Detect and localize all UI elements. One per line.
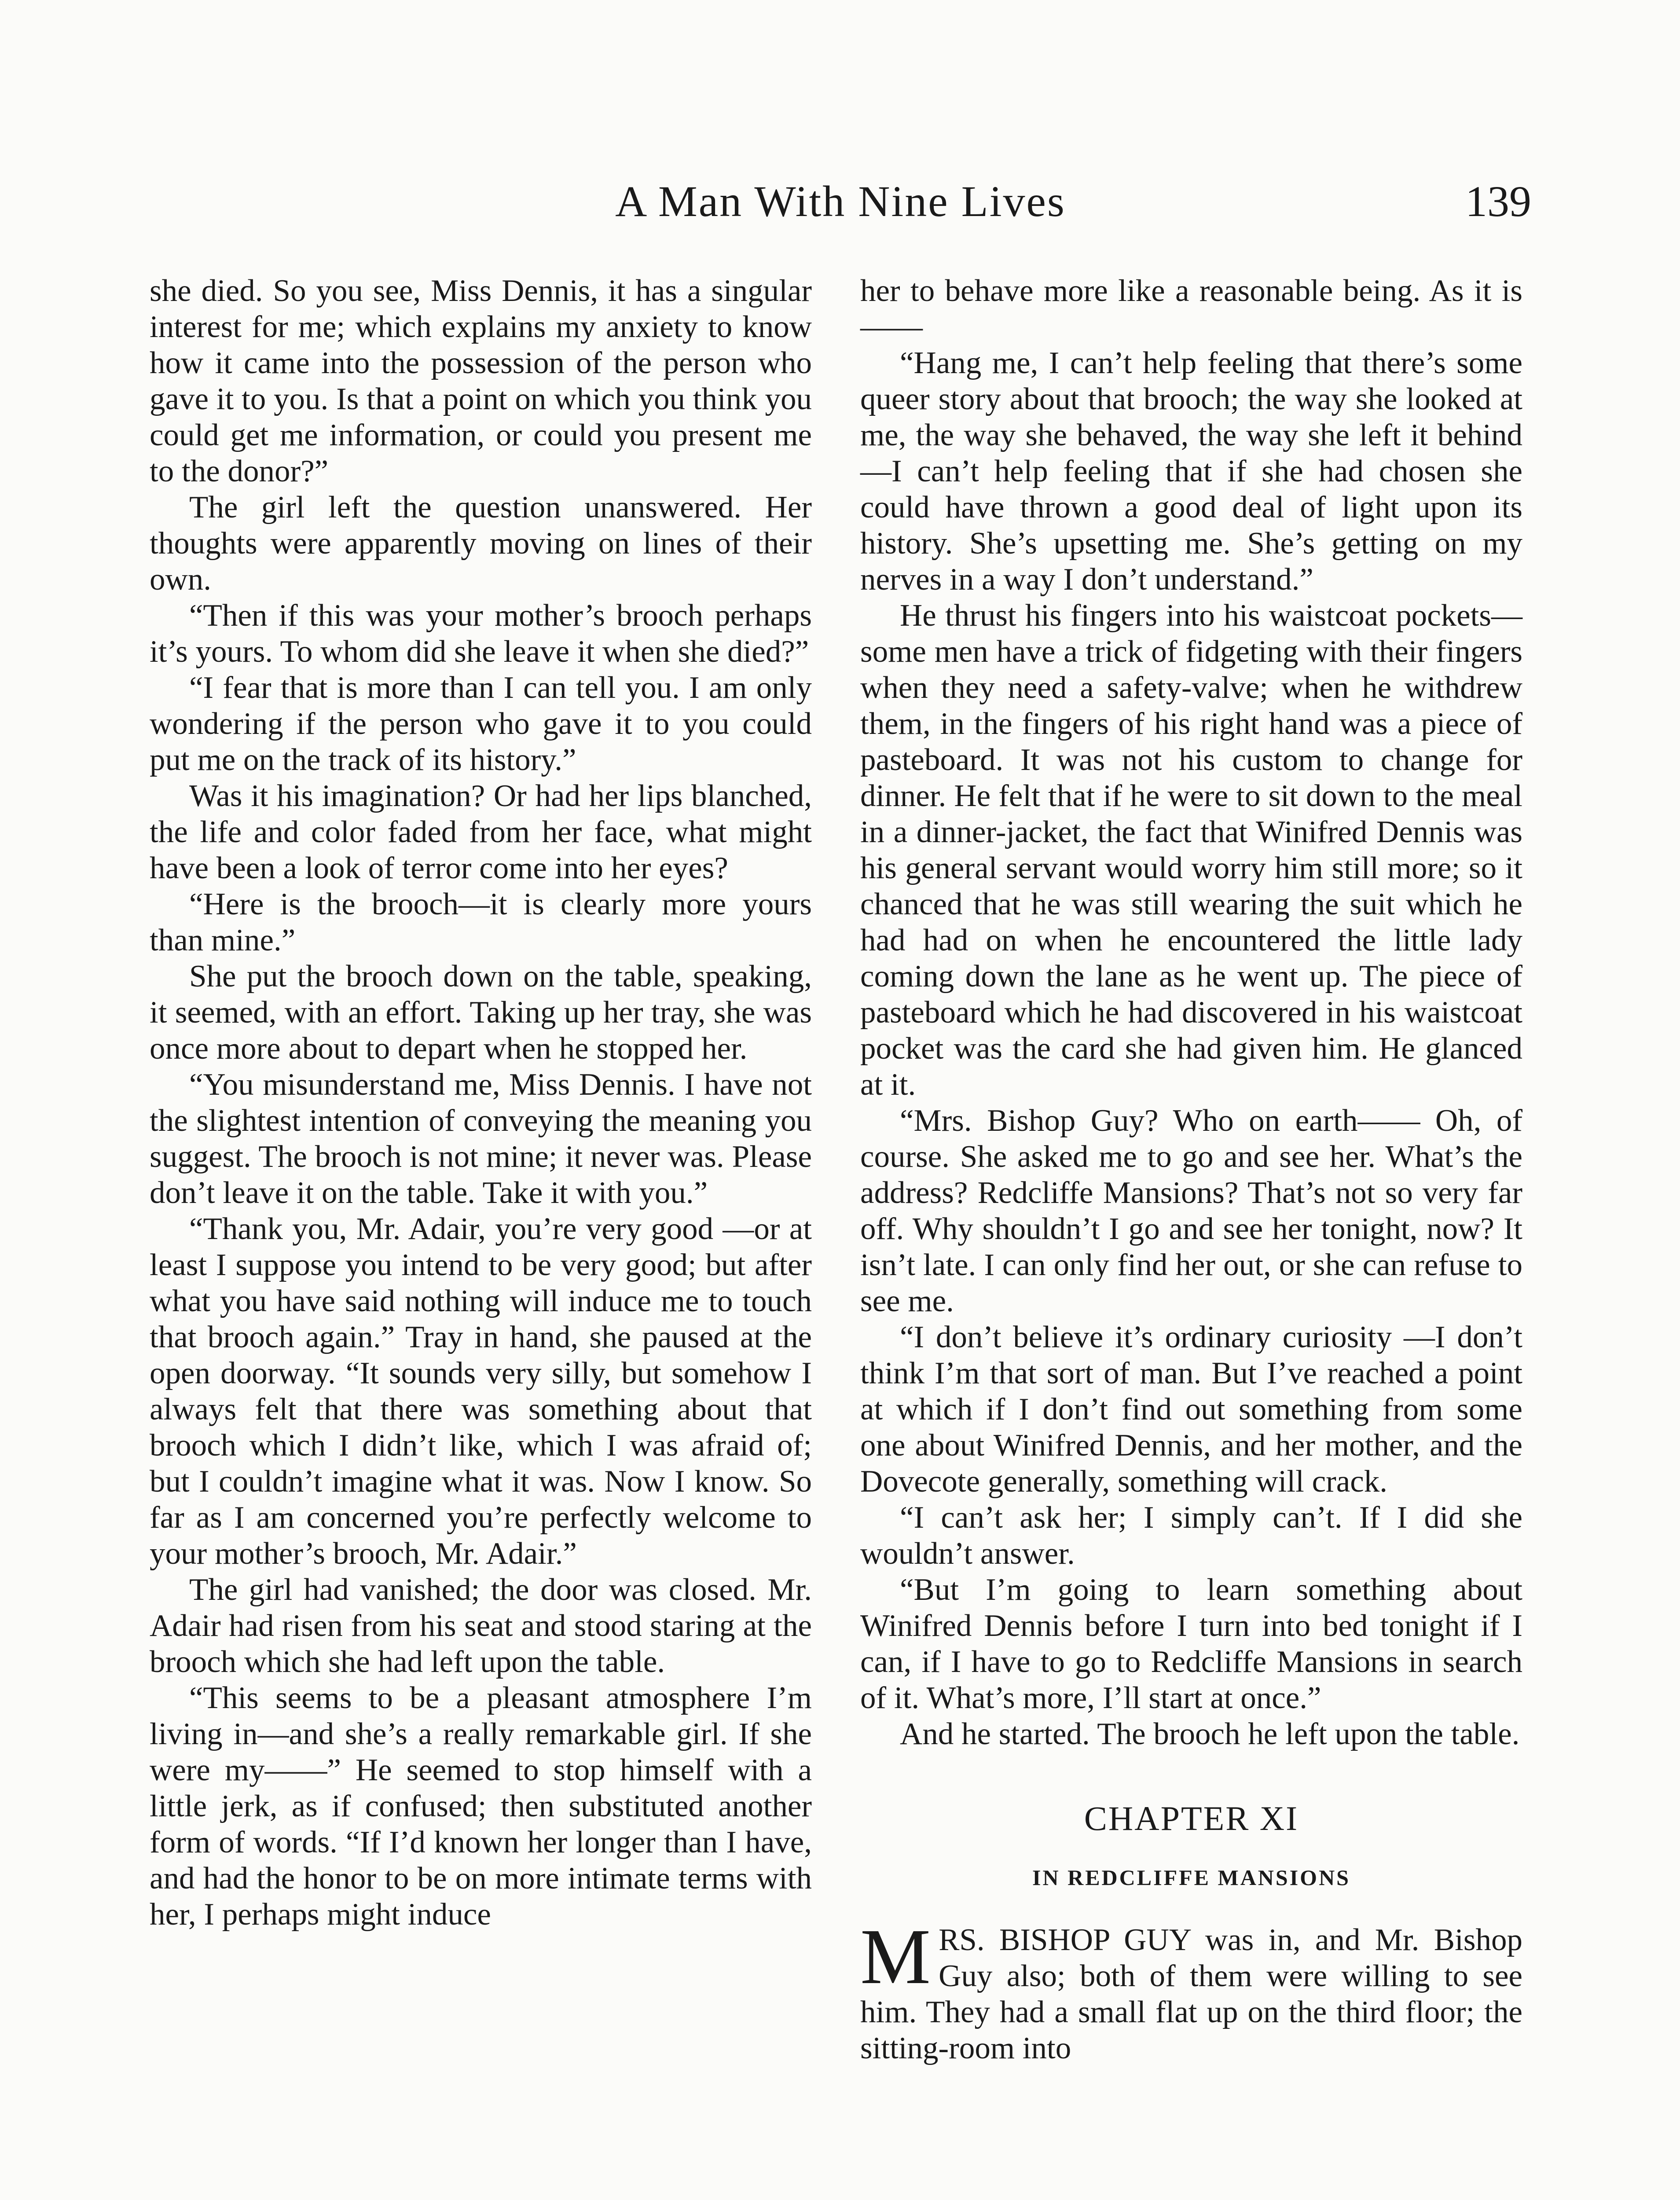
left-column <box>150 273 812 1932</box>
paragraph: “You misunderstand me, Miss Dennis. I have not the slightest intention of conveying the meaning you suggest. The brooch is not mine; it never was. Please don’t leave it on the table. Take it with you.” <box>150 1067 812 1210</box>
opening-text: RS. BISHOP GUY was in, and Mr. Bishop Guy also; both of them were willing to see him. They had a small flat up on the third floor; the sitting-room into <box>860 1923 1522 2065</box>
paragraph: “Here is the brooch—it is clearly more yours than mine.” <box>150 887 812 957</box>
paragraph: The girl had vanished; the door was closed. Mr. Adair had risen from his seat and stood staring at the brooch which she had left upon the table. <box>150 1573 812 1679</box>
paragraph: “Mrs. Bishop Guy? Who on earth—— Oh, of course. She asked me to go and see her. What’s the address? Redcliffe Mansions? That’s not so very far off. Why shouldn’t I go and see her tonight, now? It isn’t late. I can only find her out, or she can refuse to see me. <box>860 1104 1522 1318</box>
running-title: A Man With Nine Lives <box>615 177 1066 226</box>
paragraph: Was it his imagination? Or had her lips blanched, the life and color faded from her face, what might have been a look of terror come into her eyes? <box>150 779 812 885</box>
paragraph: she died. So you see, Miss Dennis, it has a singular interest for me; which explains my anxiety to know how it came into the possession of the person who gave it to you. Is that a point on which you think you could get me information, or could you present me to the donor?” <box>150 274 812 488</box>
page-number: 139 <box>1465 177 1531 226</box>
paragraph: “But I’m going to learn something about Winifred Dennis before I turn into bed tonight if I can, if I have to go to Redcliffe Mansions in search of it. What’s more, I’ll start at once.” <box>860 1573 1522 1715</box>
paragraph: And he started. The brooch he left upon the table. <box>900 1717 1520 1751</box>
chapter-opening-paragraph <box>860 1913 1522 2066</box>
paragraph: He thrust his fingers into his waistcoat pockets—some men have a trick of fidgeting with their fingers when they need a safety-valve; when he withdrew them, in the fingers of his right hand was a piece of pasteboard. It was not his custom to change for dinner. He felt that if he were to sit down to the meal in a dinner-jacket, the fact that Winifred Dennis was his general servant would worry him still more; so it chanced that he was still wearing the suit which he had had on when he encountered the little lady coming down the lane as he went up. The piece of pasteboard which he had discovered in his waistcoat pocket was the card she had given him. He glanced at it. <box>860 598 1522 1102</box>
paragraph: “I can’t ask her; I simply can’t. If I did she wouldn’t answer. <box>860 1500 1522 1571</box>
paragraph: “I don’t believe it’s ordinary curiosity —I don’t think I’m that sort of man. But I’ve reached a point at which if I don’t find out something from some one about Winifred Dennis, and her mother, and the Dovecote generally, something will crack. <box>860 1320 1522 1499</box>
paragraph: “I fear that is more than I can tell you. I am only wondering if the person who gave it to you could put me on the track of its history.” <box>150 671 812 777</box>
paragraph: “Then if this was your mother’s brooch perhaps it’s yours. To whom did she leave it when she died?” <box>150 598 812 669</box>
chapter-title: CHAPTER XI <box>1084 1799 1299 1837</box>
paragraph: “Hang me, I can’t help feeling that there’s some queer story about that brooch; the way she looked at me, the way she behaved, the way she left it behind—I can’t help feeling that if she had chosen she could have thrown a good deal of light upon its history. She’s upsetting me. She’s getting on my nerves in a way I don’t understand.” <box>860 346 1522 597</box>
paragraph: “This seems to be a pleasant atmosphere I’m living in—and she’s a really remarkable girl. If she were my——” He seemed to stop himself with a little jerk, as if confused; then substituted another form of words. “If I’d known her longer than I have, and had the honor to be on more intimate terms with her, I perhaps might induce <box>150 1681 812 1932</box>
paragraph: “Thank you, Mr. Adair, you’re very good —or at least I suppose you intend to be very good; but after what you have said nothing will induce me to touch that brooch again.” Tray in hand, she paused at the open doorway. “It sounds very silly, but somehow I always felt that there was something about that brooch which I didn’t like, which I was afraid of; but I couldn’t imagine what it was. Now I know. So far as I am concerned you’re perfectly welcome to your mother’s brooch, Mr. Adair.” <box>150 1212 812 1571</box>
right-column <box>860 273 1522 2066</box>
paragraph: her to behave more like a reasonable being. As it is—— <box>860 274 1522 344</box>
paragraph: She put the brooch down on the table, speaking, it seemed, with an effort. Taking up her tray, she was once more about to depart when he stopped her. <box>150 959 812 1066</box>
chapter-subtitle: IN REDCLIFFE MANSIONS <box>1032 1865 1350 1890</box>
page-header <box>150 176 1531 229</box>
drop-cap: M <box>860 1913 931 2000</box>
paragraph: The girl left the question unanswered. Her thoughts were apparently moving on lines of their own. <box>150 490 812 597</box>
